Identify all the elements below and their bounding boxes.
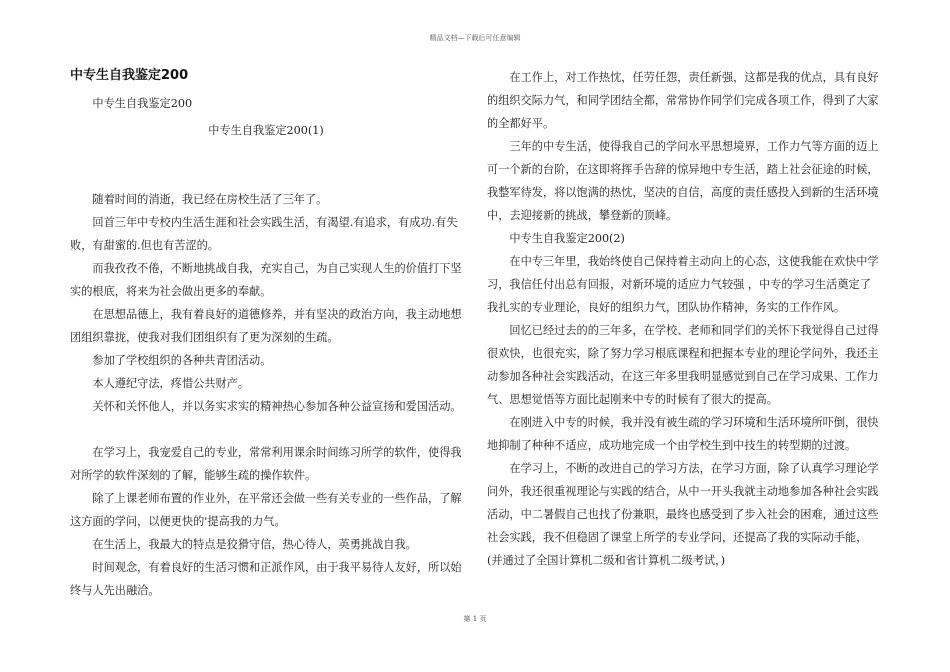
page-number: 第 1 页 — [463, 615, 487, 623]
paragraph: 本人遵纪守法，疼惜公共财产。 — [92, 377, 250, 390]
left-column — [70, 66, 462, 602]
section-heading-1: 中专生自我鉴定200(1) — [208, 124, 324, 137]
paragraph: 在工作上，对工作热忱，任劳任怨，责任新强，这都是我的优点，具有良好的组织交际力气，和同学团结全都，常常协作同学们完成各项工作，得到了大家的全都好平。 — [487, 71, 879, 130]
paragraph: 回忆已经过去的的三年多，在学校、老师和同学们的关怀下我觉得自己过得很欢快，也很充实，除了努力学习根底课程和把握本专业的理论学问外，我还主动参加各种社会实践活动，在这三年多里我明显感觉到自己在学习成果、工作力气、思想觉悟等方面比起刚来中专的时候有了很大的提高。 — [487, 324, 879, 406]
paragraph: 随着时间的消逝，我已经在房校生活了三年了。 — [92, 193, 328, 206]
paragraph: 除了上课老师布置的作业外，在平常还会做一些有关专业的一些作品，了解这方面的学问，以便更快的'提高我的力气。 — [70, 492, 462, 528]
paragraph: 三年的中专生活，使得我自己的学问水平思想境界，工作力气等方面的迈上可一个新的台阶，在这即将挥手告辞的惊异地中专生活，踏上社会征途的时候，我整军待发，将以饱满的热忱，坚决的自信，高度的责任感投入到新的生活环境中，去迎接新的挑战，攀登新的顶峰。 — [487, 140, 879, 222]
spacer — [70, 142, 462, 188]
paragraph: 在学习上，不断的改进自己的学习方法，在学习方面，除了认真学习理论学问外，我还很重视理论与实践的结合，从中一开头我就主动地参加各种社会实践活动，中二暑假自己也找了份兼职，最终也感受到了步入社会的困难，通过这些社会实践，我不但稳固了课堂上所学的专业学问，还提高了我的实际动手能，(并通过了全国计算机二级和省计算机二级考试，) — [487, 462, 879, 567]
page-header: 精品文档—下载后可任意编辑 — [429, 34, 521, 42]
paragraph: 在中专三年里，我始终使自己保持着主动向上的心态，这使我能在欢快中学习，我信任付出总有回报，对新环境的适应力气较强 ，中专的学习生活奠定了我扎实的专业理论，良好的组织力气，团队协作精神，务实的工作作风。 — [487, 255, 879, 314]
spacer — [70, 418, 462, 441]
paragraph: 在生活上，我最大的特点是狡猾守信，热心待人，英勇挑战自我。 — [92, 538, 417, 551]
paragraph: 回首三年中专校内生活生涯和社会实践生活，有渴望.有追求，有成功.有失败，有甜蜜的.但也有苦涩的。 — [70, 216, 458, 252]
paragraph: 参加了学校组织的各种共青团活动。 — [92, 354, 272, 367]
paragraph: 在学习上，我宠爱自己的专业，常常利用课余时间练习所学的软件，使得我对所学的软件深刻的了解，能够生疏的操作软件。 — [70, 446, 462, 482]
document-title: 中专生自我鉴定200 — [70, 68, 189, 83]
right-column — [487, 66, 879, 572]
paragraph: 关怀和关怀他人，并以务实求实的精神热心参加各种公益宣扬和爱国活动。 — [92, 400, 462, 413]
paragraph: 在刚进入中专的时候，我并没有被生疏的学习环境和生活环境所吓倒，很快地抑制了种种不适应，成功地完成一个由学校生到中技生的转型期的过渡。 — [487, 416, 879, 452]
document-subtitle: 中专生自我鉴定200 — [92, 97, 193, 110]
section-heading-2: 中专生自我鉴定200(2) — [509, 232, 625, 245]
paragraph: 而我孜孜不倦，不断地挑战自我，充实自己，为自己实现人生的价值打下坚实的根底，将来为社会做出更多的奉献。 — [70, 262, 462, 298]
paragraph: 时间观念，有着良好的生活习惯和正派作风，由于我平易待人友好，所以始终与人先出融洽。 — [70, 561, 462, 597]
paragraph: 在思想品德上，我有着良好的道德修养，并有坚决的政治方向，我主动地想团组织靠拢，使我对我们团组织有了更为深刻的生疏。 — [70, 308, 462, 344]
